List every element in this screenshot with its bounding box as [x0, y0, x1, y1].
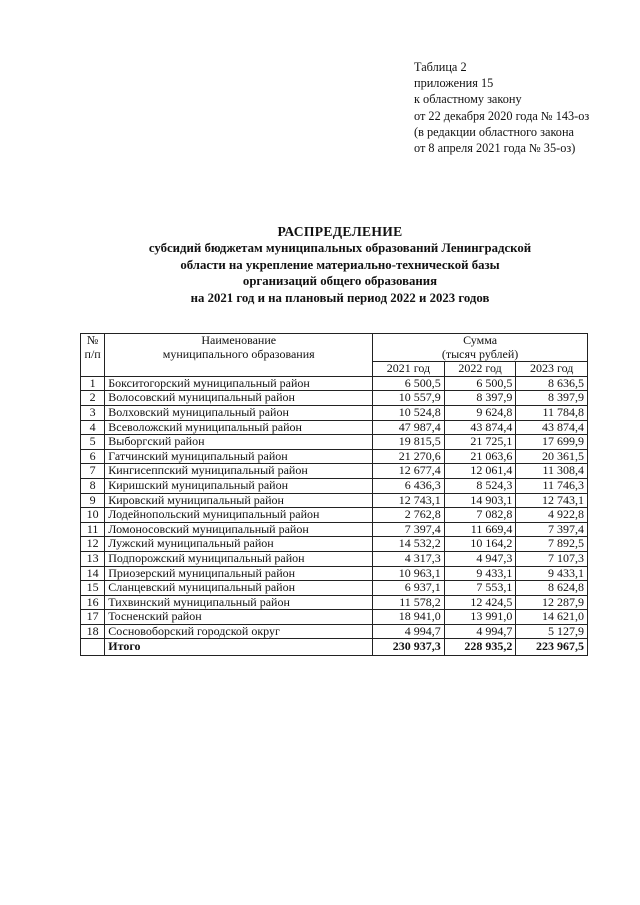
row-value-2023: 20 361,5 — [516, 449, 588, 464]
row-value-2022: 7 553,1 — [444, 581, 516, 596]
attachment-note — [414, 59, 634, 156]
header-name-line1: Наименование — [201, 333, 277, 347]
row-value-2021: 47 987,4 — [373, 420, 445, 435]
row-value-2022: 21 063,6 — [444, 449, 516, 464]
row-value-2023: 5 127,9 — [516, 624, 588, 639]
row-number: 9 — [81, 493, 105, 508]
row-value-2023: 4 922,8 — [516, 508, 588, 523]
row-name: Волосовский муниципальный район — [105, 391, 373, 406]
attachment-line: к областному закону — [414, 92, 522, 107]
header-name — [105, 334, 373, 377]
row-value-2021: 7 397,4 — [373, 522, 445, 537]
table-row — [81, 624, 588, 639]
row-value-2021: 10 963,1 — [373, 566, 445, 581]
row-value-2022: 9 624,8 — [444, 405, 516, 420]
header-year-2023: 2023 год — [516, 362, 588, 377]
row-value-2021: 6 436,3 — [373, 478, 445, 493]
heading-line: области на укрепление материально-технической базы — [180, 257, 500, 272]
row-name: Лужский муниципальный район — [105, 537, 373, 552]
row-name: Сосновоборский городской округ — [105, 624, 373, 639]
row-value-2022: 12 061,4 — [444, 464, 516, 479]
row-name: Подпорожский муниципальный район — [105, 551, 373, 566]
heading-line: на 2021 год и на плановый период 2022 и 2023 годов — [190, 290, 490, 305]
row-value-2022: 11 669,4 — [444, 522, 516, 537]
total-value-2023: 223 967,5 — [516, 639, 588, 656]
total-label: Итого — [105, 639, 373, 656]
row-value-2023: 8 624,8 — [516, 581, 588, 596]
row-name: Лодейнопольский муниципальный район — [105, 508, 373, 523]
row-value-2022: 4 947,3 — [444, 551, 516, 566]
header-sum — [373, 334, 588, 362]
row-value-2023: 8 397,9 — [516, 391, 588, 406]
row-number: 15 — [81, 581, 105, 596]
row-value-2021: 6 500,5 — [373, 376, 445, 391]
row-value-2023: 14 621,0 — [516, 610, 588, 625]
row-value-2021: 14 532,2 — [373, 537, 445, 552]
header-sum-line1: Сумма — [463, 333, 498, 347]
row-name: Приозерский муниципальный район — [105, 566, 373, 581]
row-name: Кингисеппский муниципальный район — [105, 464, 373, 479]
table-row — [81, 551, 588, 566]
row-number: 16 — [81, 595, 105, 610]
table-row — [81, 522, 588, 537]
attachment-line: Таблица 2 — [414, 60, 467, 74]
row-name: Тихвинский муниципальный район — [105, 595, 373, 610]
table-row — [81, 478, 588, 493]
attachment-line: (в редакции областного закона — [414, 124, 574, 139]
row-value-2021: 10 524,8 — [373, 405, 445, 420]
header-year-2022: 2022 год — [444, 362, 516, 377]
row-value-2022: 7 082,8 — [444, 508, 516, 523]
row-value-2023: 17 699,9 — [516, 435, 588, 450]
row-value-2022: 12 424,5 — [444, 595, 516, 610]
row-value-2022: 10 164,2 — [444, 537, 516, 552]
heading-line: субсидий бюджетам муниципальных образований Ленинградской — [148, 241, 532, 256]
table-row — [81, 493, 588, 508]
row-name: Кировский муниципальный район — [105, 493, 373, 508]
row-number: 18 — [81, 624, 105, 639]
row-name: Волховский муниципальный район — [105, 405, 373, 420]
row-value-2023: 7 107,3 — [516, 551, 588, 566]
row-number: 10 — [81, 508, 105, 523]
row-value-2021: 10 557,9 — [373, 391, 445, 406]
row-name: Киришский муниципальный район — [105, 478, 373, 493]
row-value-2023: 12 287,9 — [516, 595, 588, 610]
row-value-2023: 43 874,4 — [516, 420, 588, 435]
table-row — [81, 420, 588, 435]
table-body — [81, 376, 588, 655]
row-value-2022: 21 725,1 — [444, 435, 516, 450]
table-row — [81, 581, 588, 596]
row-value-2021: 19 815,5 — [373, 435, 445, 450]
row-name: Бокситогорский муниципальный район — [105, 376, 373, 391]
row-number: 3 — [81, 405, 105, 420]
document-title: РАСПРЕДЕЛЕНИЕ — [277, 224, 403, 239]
table-row — [81, 595, 588, 610]
row-value-2022: 9 433,1 — [444, 566, 516, 581]
row-number: 2 — [81, 391, 105, 406]
row-value-2021: 6 937,1 — [373, 581, 445, 596]
row-value-2023: 7 892,5 — [516, 537, 588, 552]
attachment-line: от 8 апреля 2021 года № 35-оз) — [414, 141, 576, 156]
row-value-2022: 4 994,7 — [444, 624, 516, 639]
attachment-line: от 22 декабря 2020 года № 143-оз — [414, 108, 590, 123]
total-row — [81, 639, 588, 656]
header-number — [81, 334, 105, 377]
table-row — [81, 405, 588, 420]
row-value-2022: 14 903,1 — [444, 493, 516, 508]
total-number-cell — [81, 639, 105, 656]
total-value-2022: 228 935,2 — [444, 639, 516, 656]
heading-line: организаций общего образования — [242, 274, 438, 289]
row-value-2021: 12 743,1 — [373, 493, 445, 508]
row-value-2021: 18 941,0 — [373, 610, 445, 625]
row-number: 13 — [81, 551, 105, 566]
row-value-2023: 12 743,1 — [516, 493, 588, 508]
table-row — [81, 449, 588, 464]
row-number: 6 — [81, 449, 105, 464]
row-number: 1 — [81, 376, 105, 391]
row-value-2023: 8 636,5 — [516, 376, 588, 391]
row-value-2022: 8 397,9 — [444, 391, 516, 406]
row-value-2022: 43 874,4 — [444, 420, 516, 435]
table-row — [81, 508, 588, 523]
row-value-2023: 11 746,3 — [516, 478, 588, 493]
row-number: 14 — [81, 566, 105, 581]
row-value-2021: 11 578,2 — [373, 595, 445, 610]
row-value-2021: 21 270,6 — [373, 449, 445, 464]
row-value-2022: 8 524,3 — [444, 478, 516, 493]
row-value-2022: 6 500,5 — [444, 376, 516, 391]
total-value-2021: 230 937,3 — [373, 639, 445, 656]
table-row — [81, 537, 588, 552]
table-row — [81, 391, 588, 406]
row-name: Тосненский район — [105, 610, 373, 625]
row-number: 11 — [81, 522, 105, 537]
row-name: Выборгский район — [105, 435, 373, 450]
header-year-2021: 2021 год — [373, 362, 445, 377]
row-value-2021: 2 762,8 — [373, 508, 445, 523]
attachment-line: приложения 15 — [414, 76, 494, 91]
row-number: 12 — [81, 537, 105, 552]
header-number-line1: № — [86, 333, 99, 347]
row-name: Гатчинский муниципальный район — [105, 449, 373, 464]
distribution-table — [80, 333, 588, 656]
document-heading — [90, 224, 590, 306]
row-value-2023: 7 397,4 — [516, 522, 588, 537]
row-value-2021: 12 677,4 — [373, 464, 445, 479]
table-row — [81, 464, 588, 479]
header-number-line2: п/п — [84, 346, 101, 361]
row-value-2022: 13 991,0 — [444, 610, 516, 625]
row-number: 5 — [81, 435, 105, 450]
row-number: 4 — [81, 420, 105, 435]
row-value-2023: 11 784,8 — [516, 405, 588, 420]
row-value-2021: 4 994,7 — [373, 624, 445, 639]
row-number: 7 — [81, 464, 105, 479]
row-value-2023: 9 433,1 — [516, 566, 588, 581]
header-sum-line2: (тысяч рублей) — [441, 346, 519, 361]
table-row — [81, 610, 588, 625]
row-value-2023: 11 308,4 — [516, 464, 588, 479]
table-row — [81, 566, 588, 581]
row-value-2021: 4 317,3 — [373, 551, 445, 566]
row-number: 17 — [81, 610, 105, 625]
row-name: Сланцевский муниципальный район — [105, 581, 373, 596]
table-row — [81, 435, 588, 450]
row-name: Ломоносовский муниципальный район — [105, 522, 373, 537]
row-name: Всеволожский муниципальный район — [105, 420, 373, 435]
row-number: 8 — [81, 478, 105, 493]
header-name-line2: муниципального образования — [162, 346, 315, 361]
table-row — [81, 376, 588, 391]
